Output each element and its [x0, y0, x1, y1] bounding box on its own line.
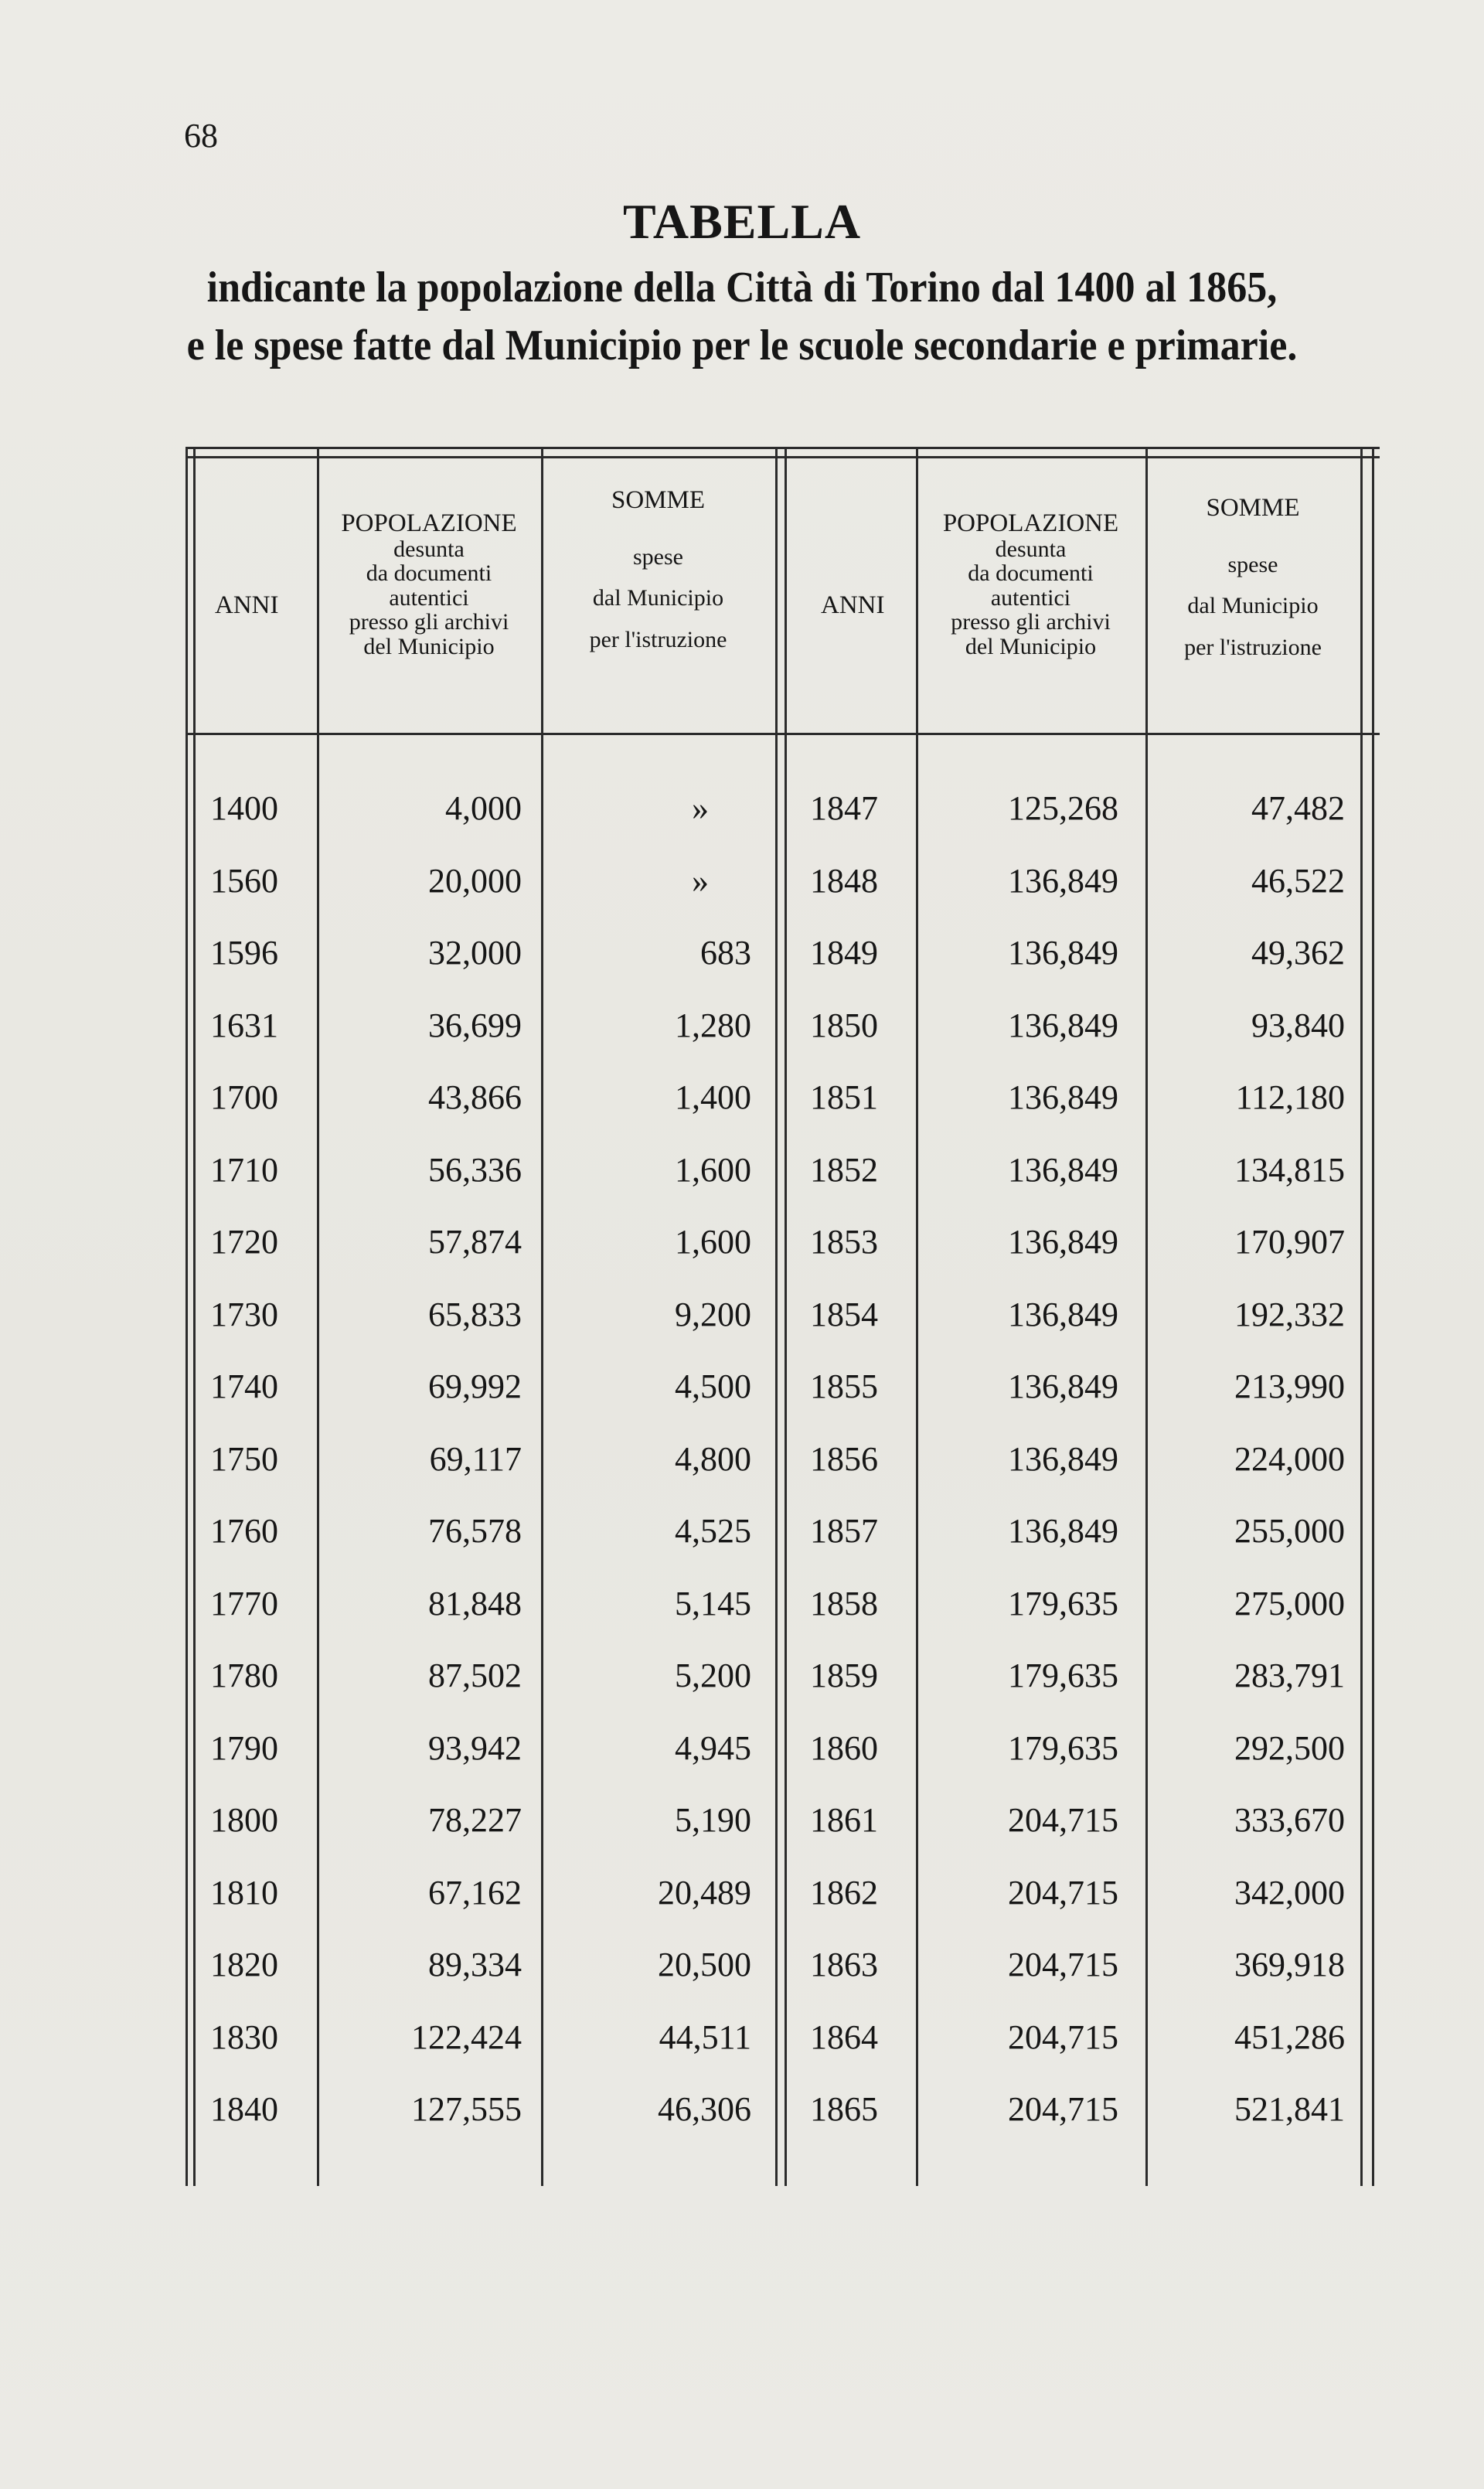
- spending-right-cell: 451,286: [1234, 2017, 1345, 2056]
- header-pop-line6: del Municipio: [363, 633, 495, 659]
- spending-right-cell: 192,332: [1234, 1295, 1345, 1333]
- year-right-cell: 1848: [810, 861, 878, 900]
- center-divider-a: [775, 447, 778, 2186]
- spending-right-cell: 224,000: [1234, 1439, 1345, 1478]
- population-left-cell: 81,848: [428, 1584, 522, 1622]
- population-left-cell: 87,502: [428, 1656, 522, 1694]
- table-subtitle-line2: e le spese fatte dal Municipio per le scuole secondarie e primarie.: [186, 322, 1298, 369]
- population-left-cell: 89,334: [428, 1946, 522, 1983]
- spending-left-cell: 44,511: [659, 2017, 751, 2056]
- spending-right-cell: 292,500: [1234, 1728, 1345, 1767]
- table-right-border: [1360, 447, 1363, 2186]
- header-bottom-rule: [186, 733, 1380, 735]
- population-left-cell: 57,874: [428, 1223, 522, 1261]
- population-left-cell: 67,162: [428, 1873, 522, 1912]
- year-right-cell: 1847: [810, 789, 878, 827]
- population-right-cell: 136,849: [1008, 1439, 1118, 1478]
- year-right-cell: 1861: [810, 1801, 878, 1839]
- header-anni-right: ANNI: [821, 591, 885, 619]
- header-somme-title: SOMME: [1206, 494, 1300, 522]
- population-right-cell: 179,635: [1008, 1728, 1118, 1767]
- population-right-cell: 179,635: [1008, 1584, 1118, 1622]
- spending-left-cell: 4,945: [675, 1728, 751, 1767]
- year-left-cell: 1770: [210, 1584, 278, 1622]
- population-left-cell: 56,336: [428, 1150, 522, 1189]
- page-number: 68: [184, 117, 218, 155]
- spending-left-cell: 1,600: [675, 1223, 751, 1261]
- population-right-cell: 136,849: [1008, 1295, 1118, 1333]
- spending-left-cell: 683: [700, 934, 751, 972]
- spending-left-cell: 4,525: [675, 1512, 751, 1550]
- header-pop-title: POPOLAZIONE: [942, 509, 1119, 537]
- spending-right-cell: 134,815: [1234, 1150, 1345, 1189]
- header-somme-right: [1145, 495, 1360, 659]
- spending-left-cell: 5,200: [675, 1656, 751, 1694]
- spending-left-cell: 46,306: [658, 2090, 751, 2128]
- year-left-cell: 1840: [210, 2090, 278, 2128]
- year-right-cell: 1865: [810, 2090, 878, 2128]
- year-right-cell: 1864: [810, 2017, 878, 2056]
- spending-left-cell: 1,600: [675, 1150, 751, 1189]
- year-left-cell: 1800: [210, 1801, 278, 1839]
- year-left-cell: 1596: [210, 934, 278, 972]
- header-somme-line4: per l'istruzione: [589, 626, 727, 652]
- spending-left-cell: 9,200: [675, 1295, 751, 1333]
- year-left-cell: 1400: [210, 789, 278, 827]
- year-left-cell: 1780: [210, 1656, 278, 1694]
- spending-right-cell: 46,522: [1251, 861, 1345, 900]
- spending-right-cell: 342,000: [1234, 1873, 1345, 1912]
- table-left-border: [186, 447, 188, 2186]
- population-left-cell: 76,578: [428, 1512, 522, 1550]
- year-left-cell: 1710: [210, 1150, 278, 1189]
- header-pop-line6: del Municipio: [965, 633, 1097, 659]
- spending-right-cell: 369,918: [1234, 1946, 1345, 1983]
- year-right-cell: 1851: [810, 1078, 878, 1116]
- spending-left-cell: »: [692, 861, 709, 900]
- header-pop-line5: presso gli archivi: [951, 609, 1111, 635]
- table-right-border-outer: [1372, 447, 1374, 2186]
- population-right-cell: 204,715: [1008, 2090, 1118, 2128]
- year-left-cell: 1790: [210, 1728, 278, 1767]
- header-anni-left: ANNI: [215, 591, 279, 619]
- center-divider-b: [785, 447, 787, 2186]
- header-somme-line3: dal Municipio: [1187, 593, 1319, 619]
- spending-right-cell: 255,000: [1234, 1512, 1345, 1550]
- spending-right-cell: 521,841: [1234, 2090, 1345, 2128]
- population-left-cell: 69,117: [429, 1439, 522, 1478]
- spending-right-cell: 275,000: [1234, 1584, 1345, 1622]
- spending-right-cell: 213,990: [1234, 1367, 1345, 1405]
- spending-left-cell: 4,500: [675, 1367, 751, 1405]
- population-right-cell: 204,715: [1008, 2017, 1118, 2056]
- spending-right-cell: 93,840: [1251, 1006, 1345, 1044]
- population-right-cell: 136,849: [1008, 1367, 1118, 1405]
- population-left-cell: 93,942: [428, 1728, 522, 1767]
- population-right-cell: 125,268: [1008, 789, 1118, 827]
- header-pop-line2: desunta: [393, 536, 465, 562]
- population-right-cell: 204,715: [1008, 1873, 1118, 1912]
- population-left-cell: 78,227: [428, 1801, 522, 1839]
- population-right-cell: 136,849: [1008, 1512, 1118, 1550]
- population-right-cell: 204,715: [1008, 1946, 1118, 1983]
- header-pop-line5: presso gli archivi: [349, 609, 509, 635]
- year-left-cell: 1750: [210, 1439, 278, 1478]
- population-left-cell: 69,992: [428, 1367, 522, 1405]
- spending-right-cell: 170,907: [1234, 1223, 1345, 1261]
- spending-left-cell: 1,400: [675, 1078, 751, 1116]
- header-somme-line3: dal Municipio: [592, 585, 724, 611]
- spending-left-cell: 20,489: [658, 1873, 751, 1912]
- population-left-cell: 36,699: [428, 1006, 522, 1044]
- header-somme-line2: spese: [633, 543, 683, 570]
- year-right-cell: 1849: [810, 934, 878, 972]
- year-left-cell: 1720: [210, 1223, 278, 1261]
- spending-right-cell: 47,482: [1251, 789, 1345, 827]
- year-left-cell: 1700: [210, 1078, 278, 1116]
- population-left-cell: 127,555: [411, 2090, 522, 2128]
- population-left-cell: 122,424: [411, 2017, 522, 2056]
- header-pop-line3: da documenti: [968, 560, 1094, 587]
- year-right-cell: 1863: [810, 1946, 878, 1983]
- year-left-cell: 1560: [210, 861, 278, 900]
- population-right-cell: 136,849: [1008, 1223, 1118, 1261]
- table-left-border-inner: [193, 447, 196, 2186]
- year-left-cell: 1820: [210, 1946, 278, 1983]
- year-left-cell: 1730: [210, 1295, 278, 1333]
- population-left-cell: 65,833: [428, 1295, 522, 1333]
- population-right-cell: 136,849: [1008, 934, 1118, 972]
- year-right-cell: 1854: [810, 1295, 878, 1333]
- population-left-cell: 43,866: [428, 1078, 522, 1116]
- spending-right-cell: 49,362: [1251, 934, 1345, 972]
- population-left-cell: 4,000: [445, 789, 522, 827]
- spending-left-cell: »: [692, 789, 709, 827]
- header-pop-line4: autentici: [990, 584, 1071, 611]
- spending-right-cell: 112,180: [1235, 1078, 1345, 1116]
- population-right-cell: 204,715: [1008, 1801, 1118, 1839]
- year-left-cell: 1810: [210, 1873, 278, 1912]
- header-somme-left: [541, 487, 775, 652]
- table-top-rule: [186, 447, 1380, 449]
- header-popolazione-left: [317, 510, 541, 659]
- year-right-cell: 1856: [810, 1439, 878, 1478]
- year-right-cell: 1850: [810, 1006, 878, 1044]
- header-pop-line2: desunta: [995, 536, 1067, 562]
- table-subtitle-line1: indicante la popolazione della Città di Torino dal 1400 al 1865,: [206, 264, 1278, 312]
- header-somme-line4: per l'istruzione: [1184, 634, 1322, 660]
- year-left-cell: 1740: [210, 1367, 278, 1405]
- population-right-cell: 136,849: [1008, 1150, 1118, 1189]
- population-left-cell: 32,000: [428, 934, 522, 972]
- spending-right-cell: 333,670: [1234, 1801, 1345, 1839]
- year-right-cell: 1855: [810, 1367, 878, 1405]
- table-top-rule-inner: [186, 456, 1380, 458]
- population-right-cell: 136,849: [1008, 1006, 1118, 1044]
- year-right-cell: 1853: [810, 1223, 878, 1261]
- spending-left-cell: 5,190: [675, 1801, 751, 1839]
- spending-right-cell: 283,791: [1234, 1656, 1345, 1694]
- year-right-cell: 1858: [810, 1584, 878, 1622]
- header-somme-line2: spese: [1227, 551, 1278, 577]
- header-somme-title: SOMME: [611, 486, 706, 514]
- spending-left-cell: 4,800: [675, 1439, 751, 1478]
- header-pop-line4: autentici: [389, 584, 469, 611]
- table-title: TABELLA: [622, 194, 862, 249]
- year-right-cell: 1857: [810, 1512, 878, 1550]
- year-left-cell: 1830: [210, 2017, 278, 2056]
- spending-left-cell: 1,280: [675, 1006, 751, 1044]
- header-pop-line3: da documenti: [366, 560, 492, 587]
- year-right-cell: 1852: [810, 1150, 878, 1189]
- population-right-cell: 179,635: [1008, 1656, 1118, 1694]
- year-right-cell: 1862: [810, 1873, 878, 1912]
- year-right-cell: 1859: [810, 1656, 878, 1694]
- year-left-cell: 1760: [210, 1512, 278, 1550]
- spending-left-cell: 20,500: [658, 1946, 751, 1983]
- year-right-cell: 1860: [810, 1728, 878, 1767]
- spending-left-cell: 5,145: [675, 1584, 751, 1622]
- header-pop-title: POPOLAZIONE: [341, 509, 517, 537]
- header-popolazione-right: [916, 510, 1145, 659]
- population-right-cell: 136,849: [1008, 861, 1118, 900]
- year-left-cell: 1631: [210, 1006, 278, 1044]
- population-left-cell: 20,000: [428, 861, 522, 900]
- population-right-cell: 136,849: [1008, 1078, 1118, 1116]
